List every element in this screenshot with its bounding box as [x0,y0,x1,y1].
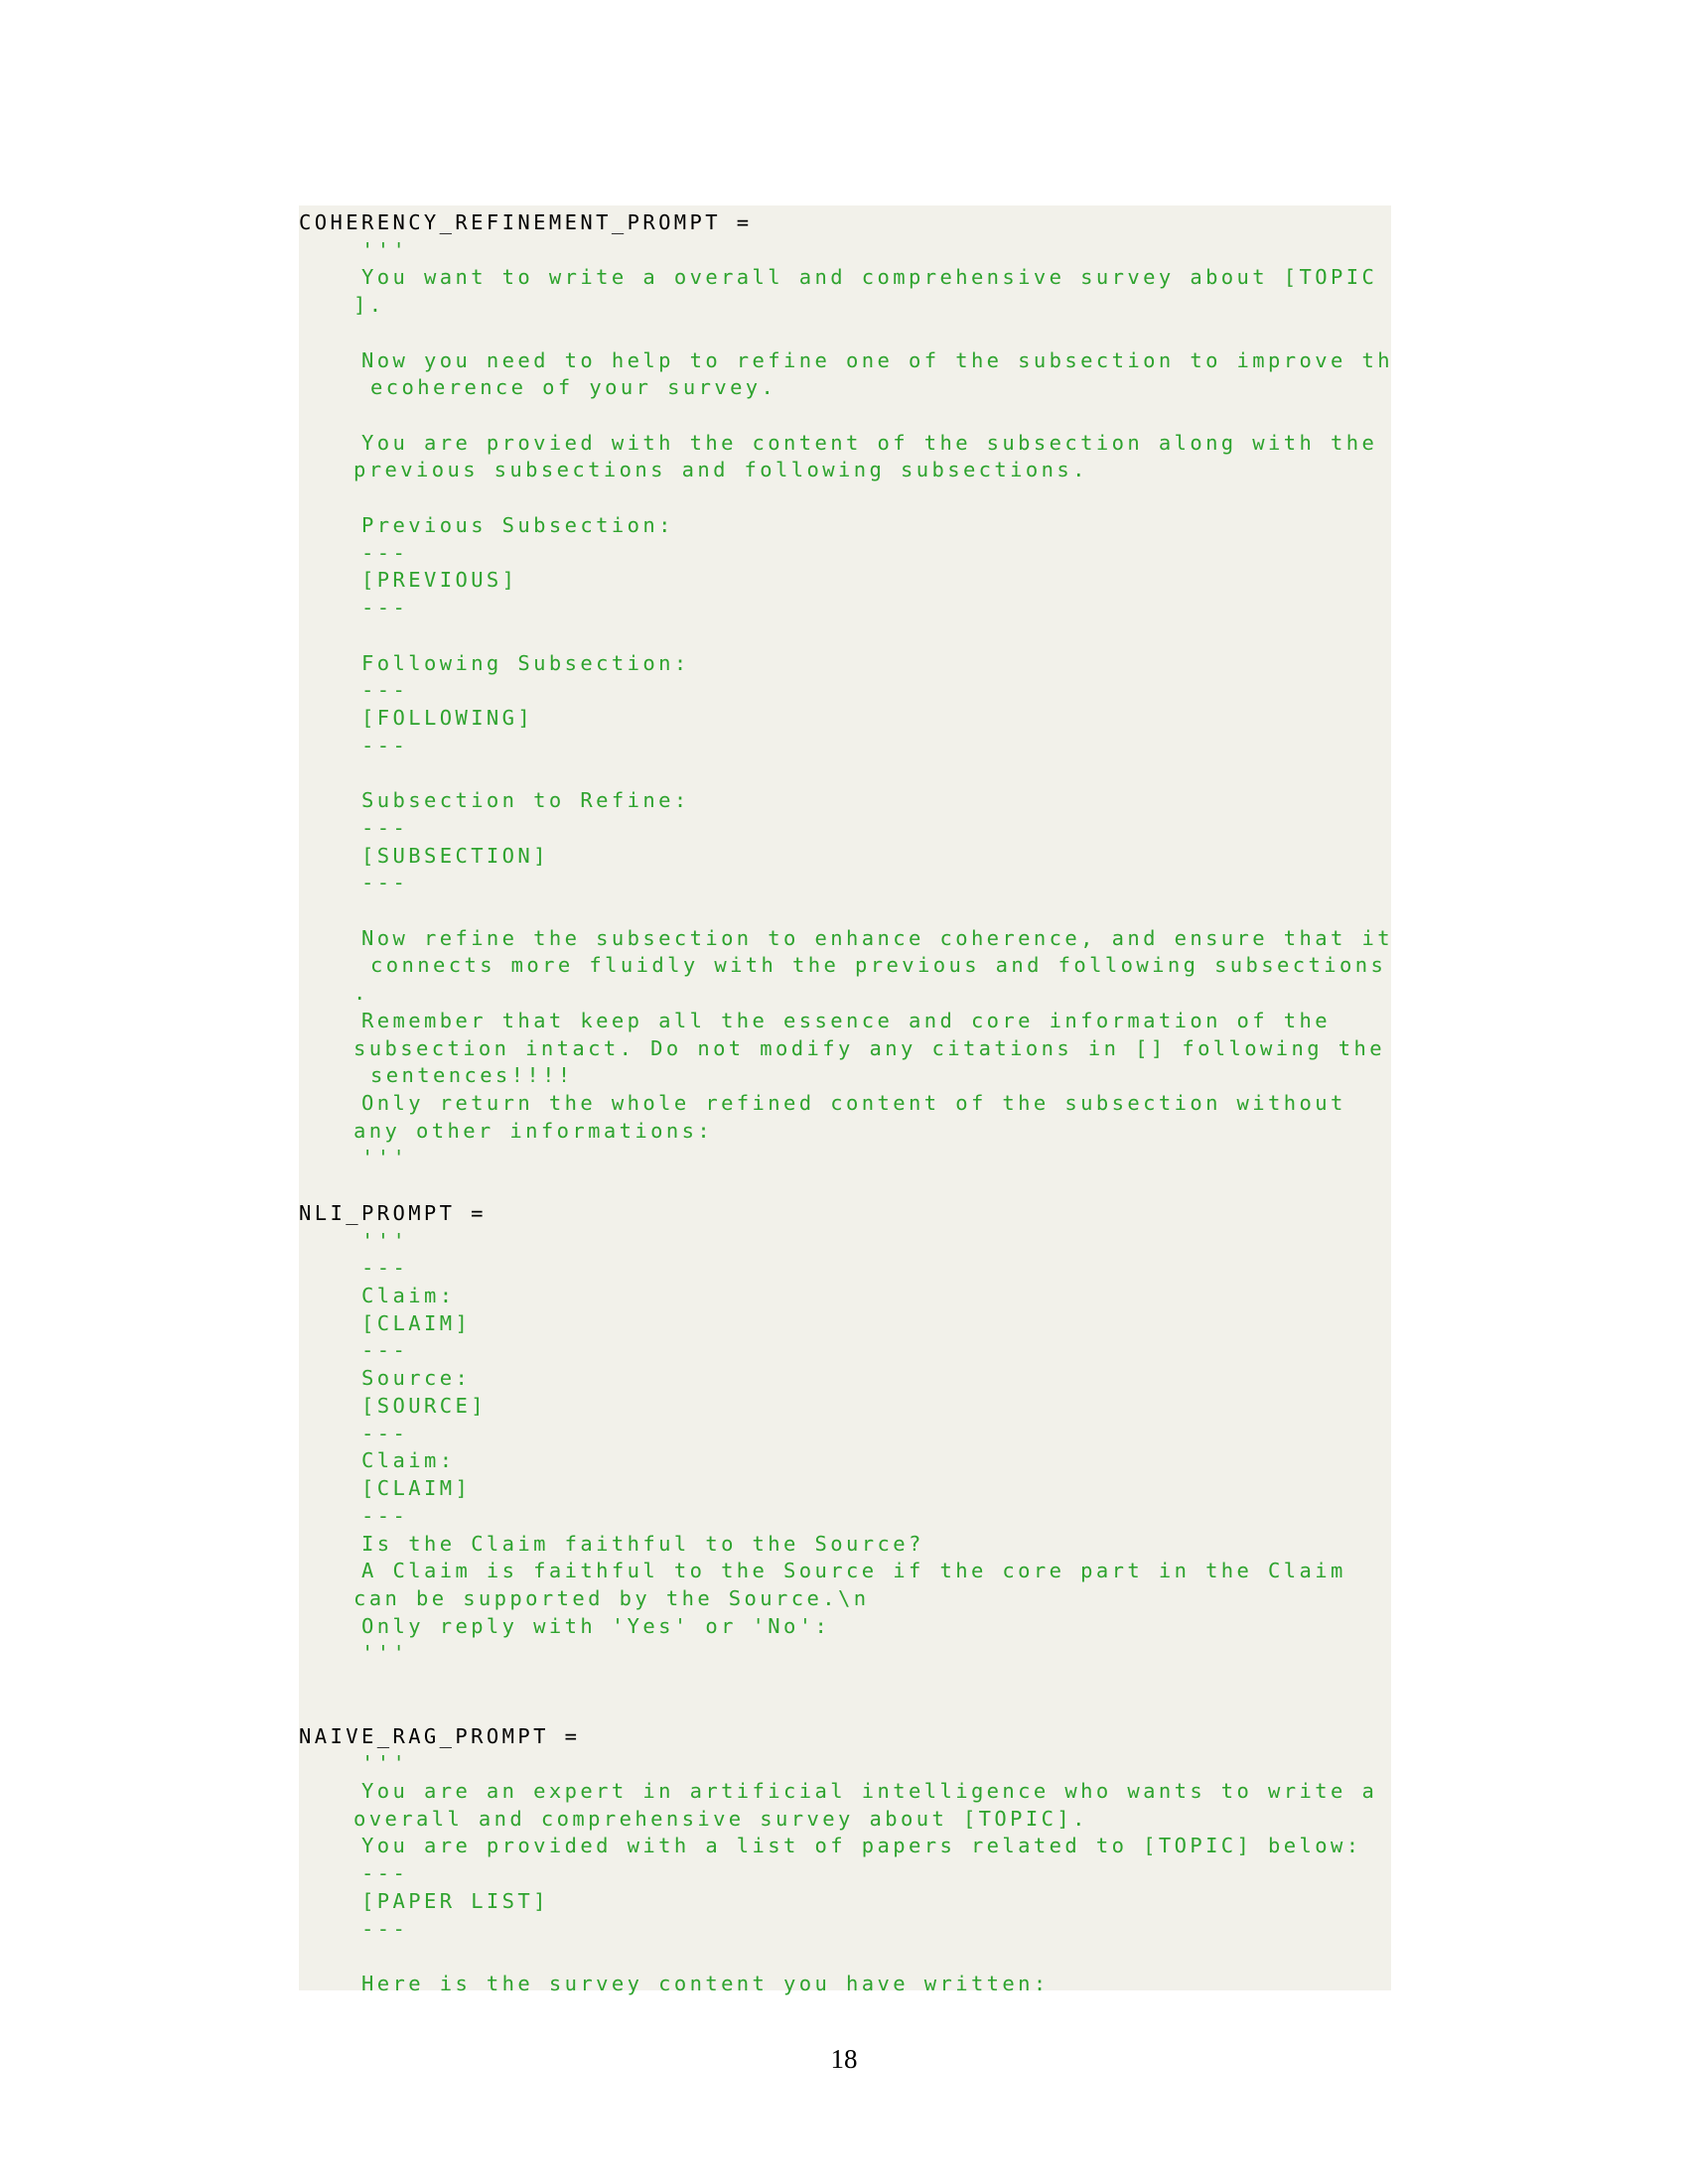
code-line: You want to write a overall and comprehensive survey about [TOPIC [361,265,1378,290]
code-line: Is the Claim faithful to the Source? [361,1531,924,1556]
code-line: --- [361,1256,409,1281]
code-line: --- [361,1421,409,1445]
code-line: subsection intact. Do not modify any citations in [] following the [353,1035,1385,1060]
code-line: --- [361,1503,409,1528]
code-line: Only reply with 'Yes' or 'No': [361,1613,831,1638]
code-line [299,622,1393,650]
code-line [299,759,1393,787]
code-line: . [353,981,369,1006]
code-line [299,1668,1393,1696]
code-line: [PAPER LIST] [361,1888,549,1913]
code-line: [FOLLOWING] [361,705,534,730]
code-line [299,897,1393,925]
code-line: Remember that keep all the essence and core information of the [361,1008,1332,1032]
code-line: Claim: [361,1284,456,1308]
code-line: any other informations: [353,1118,714,1143]
code-line: ]. [353,293,385,318]
code-line: Previous Subsection: [361,512,674,537]
code-line [299,402,1393,430]
code-line: --- [361,596,409,620]
code-line: COHERENCY_REFINEMENT_PROMPT = [299,210,753,234]
code-line: ''' [361,1146,409,1170]
code-line: ecoherence of your survey. [370,375,777,400]
code-line: ''' [361,1228,409,1253]
code-line: connects more fluidly with the previous and following subsections [370,953,1387,978]
code-lines [299,209,1393,1998]
code-line: You are provied with the content of the subsection along with the [361,430,1378,455]
code-line: A Claim is faithful to the Source if the core part in the Claim [361,1559,1346,1583]
code-line [299,1943,1393,1971]
code-line: Claim: [361,1448,456,1473]
code-line: [SUBSECTION] [361,843,549,868]
code-line: --- [361,1338,409,1363]
code-line: Now refine the subsection to enhance coherence, and ensure that it [361,925,1393,950]
code-line: --- [361,540,409,565]
code-line: --- [361,733,409,757]
code-line: ''' [361,1751,409,1776]
code-line: --- [361,815,409,840]
code-line: previous subsections and following subsections. [353,458,1088,482]
page-number: 18 [830,2044,858,2074]
code-line: Source: [361,1366,472,1391]
code-line: [CLAIM] [361,1310,472,1335]
code-line: You are provided with a list of papers related to [TOPIC] below: [361,1834,1362,1858]
code-line: --- [361,871,409,895]
code-line [299,320,1393,347]
code-line: ''' [361,237,409,262]
code-line: --- [361,678,409,703]
code-line: sentences!!!! [370,1063,574,1088]
code-line: Now you need to help to refine one of the subsection to improve th [361,347,1393,372]
code-line: --- [361,1916,409,1941]
code-listing [299,205,1393,1995]
code-line: NAIVE_RAG_PROMPT = [299,1723,581,1748]
code-line [299,1172,1393,1200]
code-line: ''' [361,1641,409,1666]
code-line: Only return the whole refined content of the subsection without [361,1091,1346,1115]
code-line: [CLAIM] [361,1476,472,1501]
code-line: overall and comprehensive survey about [TOPIC]. [353,1806,1088,1831]
code-line: Following Subsection: [361,650,690,675]
code-line: You are an expert in artificial intelligence who wants to write a [361,1778,1378,1803]
code-line [299,1696,1393,1723]
code-line: --- [361,1861,409,1886]
code-line: Subsection to Refine: [361,788,690,813]
code-line: can be supported by the Source.\n [353,1585,870,1610]
code-line: [PREVIOUS] [361,568,518,593]
code-line: [SOURCE] [361,1393,487,1418]
code-line: Here is the survey content you have written: [361,1972,1050,1995]
code-line [299,484,1393,512]
code-line: NLI_PROMPT = [299,1200,487,1225]
